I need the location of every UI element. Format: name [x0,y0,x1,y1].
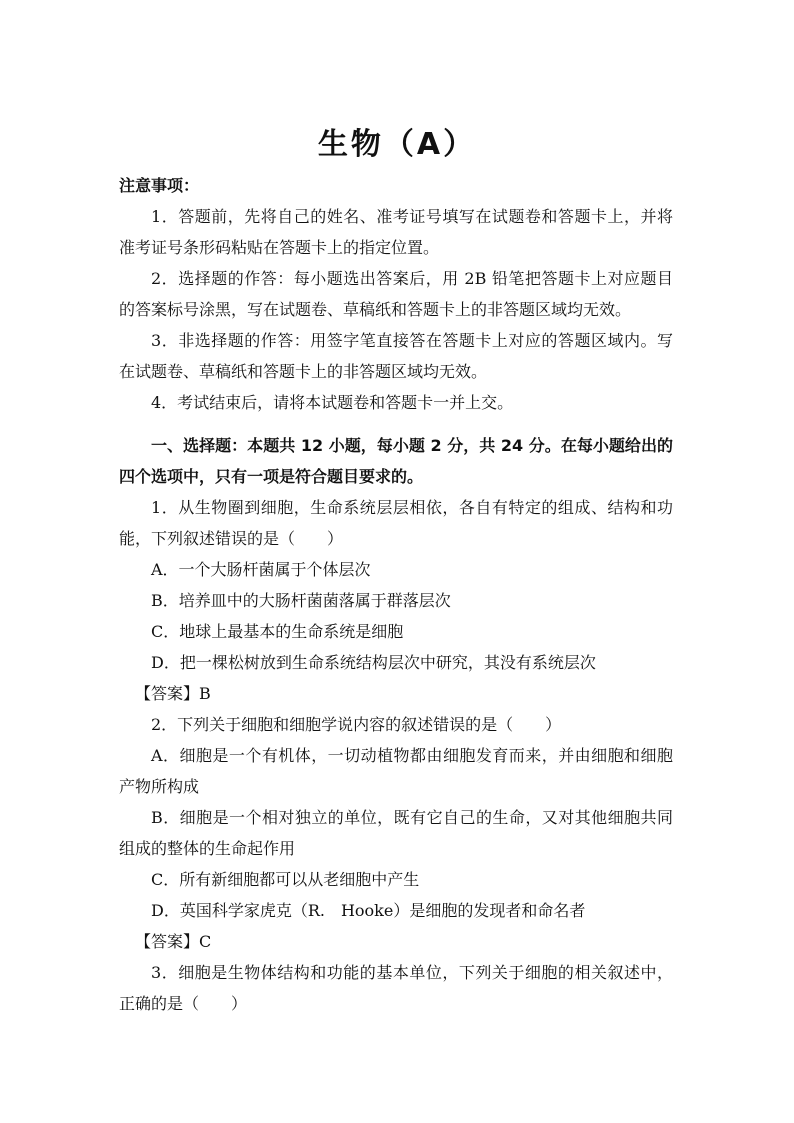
question-2-option-a: A．细胞是一个有机体，一切动植物都由细胞发育而来，并由细胞和细胞产物所构成 [119,746,673,796]
question-1-answer: 【答案】B [135,684,211,703]
page-content [119,170,673,1019]
page-title: 生物（A） [317,127,477,162]
question-1-option-b: B．培养皿中的大肠杆菌菌落属于群落层次 [151,591,451,610]
question-2-option-b: B．细胞是一个相对独立的单位，既有它自己的生命，又对其他细胞共同组成的整体的生命起作用 [119,808,673,858]
notice-item-4: 4．考试结束后，请将本试题卷和答题卡一并上交。 [151,393,514,412]
question-2-option-d: D．英国科学家虎克（R. Hooke）是细胞的发现者和命名者 [151,901,586,920]
question-1-option-a: A．一个大肠杆菌属于个体层次 [151,560,371,579]
notice-heading: 注意事项： [119,176,200,195]
question-2-option-c: C．所有新细胞都可以从老细胞中产生 [151,870,420,889]
question-2-answer: 【答案】C [135,932,212,951]
section-heading: 一、选择题：本题共 12 小题，每小题 2 分，共 24 分。在每小题给出的四个选项中，只有一项是符合题目要求的。 [119,436,673,486]
notice-item-3: 3．非选择题的作答：用签字笔直接答在答题卡上对应的答题区域内。写在试题卷、草稿纸和答题卡上的非答题区域均无效。 [119,331,673,381]
question-3-stem: 3．细胞是生物体结构和功能的基本单位，下列关于细胞的相关叙述中，正确的是（ ） [119,963,673,1013]
question-1-option-d: D．把一棵松树放到生命系统结构层次中研究，其没有系统层次 [151,653,596,672]
question-1-stem: 1．从生物圈到细胞，生命系统层层相依，各自有特定的组成、结构和功能，下列叙述错误的是（ ） [119,498,673,548]
notice-item-2: 2．选择题的作答：每小题选出答案后，用 2B 铅笔把答题卡上对应题目的答案标号涂黑，写在试题卷、草稿纸和答题卡上的非答题区域均无效。 [119,269,673,319]
question-1-option-c: C．地球上最基本的生命系统是细胞 [151,622,404,641]
question-2-stem: 2．下列关于细胞和细胞学说内容的叙述错误的是（ ） [151,715,562,734]
notice-item-1: 1．答题前，先将自己的姓名、准考证号填写在试题卷和答题卡上，并将准考证号条形码粘贴在答题卡上的指定位置。 [119,207,673,257]
